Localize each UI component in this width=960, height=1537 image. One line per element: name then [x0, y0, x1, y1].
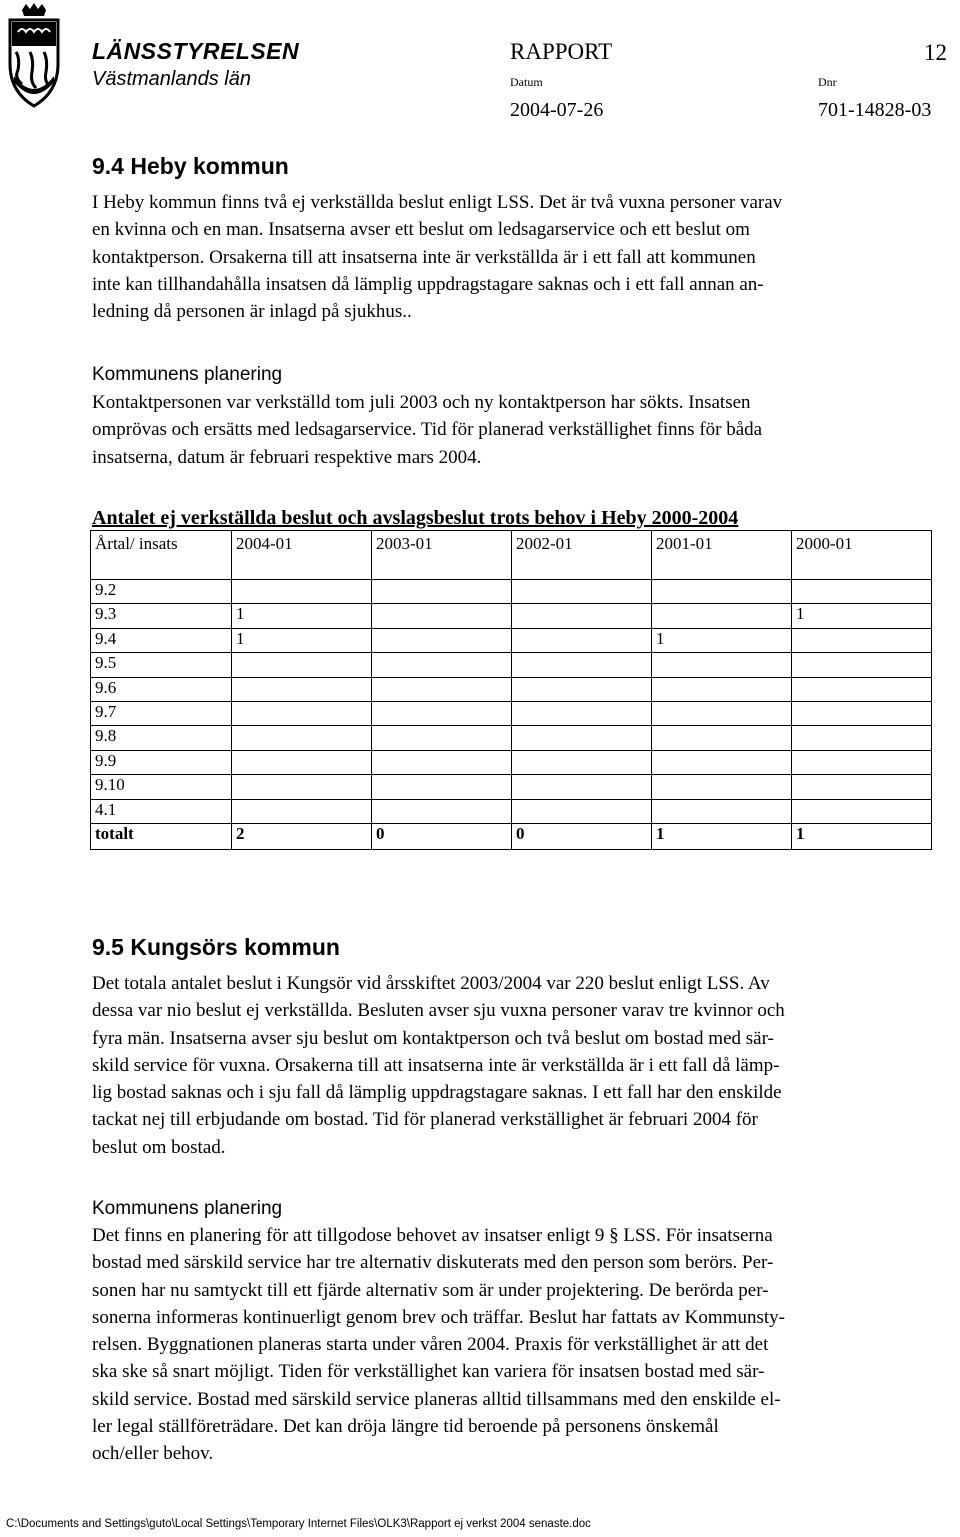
text-line: och/eller behov.: [92, 1443, 214, 1465]
table-cell: [372, 775, 512, 799]
table-cell: [652, 677, 792, 701]
table-cell: [512, 799, 652, 823]
table-cell: [512, 677, 652, 701]
text-line: Det totala antalet beslut i Kungsör vid årsskiftet 2003/2004 var 220 beslut enligt LSS. Av: [92, 973, 770, 994]
row-label: 9.7: [91, 701, 232, 725]
text-line: bostad med särskild service har tre alternativ diskuterats med den person som berörs. Per-: [92, 1252, 774, 1274]
table-cell: [792, 701, 932, 725]
column-header: 2004-01: [232, 531, 372, 580]
table-cell: [232, 726, 372, 750]
section-heading-kungsor: 9.5 Kungsörs kommun: [92, 934, 340, 960]
table-cell: [792, 628, 932, 652]
table-cell: [512, 628, 652, 652]
table-cell: [232, 799, 372, 823]
table-cell: [652, 750, 792, 774]
table-cell: [792, 677, 932, 701]
text-line: relsen. Byggnationen planeras starta under våren 2004. Praxis för verkställighet är att det: [92, 1334, 769, 1356]
table-cell: [232, 775, 372, 799]
row-label: 9.10: [91, 775, 232, 799]
table-cell: [652, 604, 792, 628]
row-label: 9.5: [91, 653, 232, 677]
text-line: skild service för vuxna. Orsakerna till att insatserna inte är verkställda är i ett fall då lämp-: [92, 1054, 780, 1076]
table-cell: [652, 726, 792, 750]
table-cell: [512, 750, 652, 774]
heby-paragraph: [92, 189, 952, 325]
text-line: skild service. Bostad med särskild service planeras alltid tillsammans med den enskilde el-: [92, 1388, 781, 1410]
table-row: [91, 726, 932, 750]
table-cell: [232, 677, 372, 701]
text-line: en kvinna och en man. Insatserna avser ett beslut om ledsagarservice och ett beslut om: [92, 219, 750, 241]
table-cell: [792, 750, 932, 774]
text-line: fyra män. Insatserna avser sju beslut om kontaktperson och två beslut om bostad med sär-: [92, 1027, 774, 1049]
report-type: RAPPORT: [510, 39, 613, 64]
table-cell: [372, 750, 512, 774]
table-cell: [792, 580, 932, 604]
table-cell: [512, 775, 652, 799]
table-cell: [792, 799, 932, 823]
table-cell: [512, 580, 652, 604]
table-corner-header: Årtal/ insats: [91, 531, 232, 580]
heby-planning-heading: Kommunens planering: [92, 364, 283, 385]
table-cell: [372, 653, 512, 677]
text-line: I Heby kommun finns två ej verkställda beslut enligt LSS. Det är två vuxna personer varav: [92, 192, 783, 213]
row-label: 9.9: [91, 750, 232, 774]
table-cell: [512, 604, 652, 628]
total-cell: 1: [652, 823, 792, 849]
table-title: Antalet ej verkställda beslut och avslagsbeslut trots behov i Heby 2000-2004: [92, 507, 739, 529]
table-row: [91, 653, 932, 677]
total-cell: 0: [372, 823, 512, 849]
table-row: [91, 604, 932, 628]
text-line: Det finns en planering för att tillgodose behovet av insatser enligt 9 § LSS. För insatserna: [92, 1225, 773, 1246]
page-number: 12: [924, 40, 947, 65]
text-line: Kontaktpersonen var verkställd tom juli 2003 och ny kontaktperson har sökts. Insatsen: [92, 392, 751, 413]
row-label: 9.8: [91, 726, 232, 750]
section-heading-heby: 9.4 Heby kommun: [92, 153, 289, 179]
county-name: Västmanlands län: [92, 68, 251, 90]
table-cell: 1: [232, 604, 372, 628]
dnr-number: 701-14828-03: [818, 99, 932, 121]
column-header: 2001-01: [652, 531, 792, 580]
table-row: [91, 628, 932, 652]
total-label: totalt: [91, 823, 232, 849]
table-cell: [512, 726, 652, 750]
text-line: ledning då personen är inlagd på sjukhus..: [92, 301, 412, 323]
column-header: 2003-01: [372, 531, 512, 580]
table-row: [91, 750, 932, 774]
table-cell: 1: [792, 604, 932, 628]
table-row: [91, 580, 932, 604]
report-date: 2004-07-26: [510, 99, 604, 121]
table-cell: [652, 701, 792, 725]
text-line: inte kan tillhandahålla insatsen då lämplig uppdragstagare saknas och i ett fall annan an-: [92, 273, 764, 295]
text-line: ska ske så snart möjligt. Tiden för verkställighet kan variera för insatsen bostad med sär-: [92, 1361, 765, 1383]
text-line: insatserna, datum är februari respektive mars 2004.: [92, 446, 482, 468]
text-line: sonerna informeras kontinuerligt genom brev och träffar. Beslut har fattats av Kommunsty-: [92, 1306, 785, 1328]
file-path-footer: C:\Documents and Settings\guto\Local Settings\Temporary Internet Files\OLK3\Rapport ej verkst 2004 senaste.doc: [6, 1518, 591, 1530]
kungsor-planning-heading: Kommunens planering: [92, 1198, 283, 1219]
table-cell: [232, 580, 372, 604]
table-cell: [372, 799, 512, 823]
table-cell: [372, 701, 512, 725]
heby-planning-paragraph: [92, 389, 952, 471]
table-cell: [372, 726, 512, 750]
table-cell: [372, 628, 512, 652]
row-label: 9.2: [91, 580, 232, 604]
organization-name: LÄNSSTYRELSEN: [92, 38, 300, 64]
heby-decisions-table: [90, 530, 932, 850]
total-cell: 0: [512, 823, 652, 849]
column-header: 2002-01: [512, 531, 652, 580]
text-line: kontaktperson. Orsakerna till att insatserna inte är verkställda är i ett fall att kommunen: [92, 246, 756, 268]
total-cell: 2: [232, 823, 372, 849]
table-row: [91, 677, 932, 701]
kungsor-planning-paragraph: [92, 1222, 952, 1468]
table-cell: [652, 799, 792, 823]
text-line: tackat nej till erbjudande om bostad. Tid för planerad verkställighet är februari 2004 för: [92, 1109, 758, 1131]
table-cell: [372, 677, 512, 701]
table-row: [91, 701, 932, 725]
column-header: 2000-01: [792, 531, 932, 580]
text-line: sonen har nu samtyckt till ett fjärde alternativ som är under projektering. De berörda per-: [92, 1279, 769, 1301]
text-line: beslut om bostad.: [92, 1136, 226, 1158]
table-cell: 1: [232, 628, 372, 652]
table-cell: [792, 726, 932, 750]
county-coat-of-arms-logo: [4, 2, 64, 110]
text-line: dessa var nio beslut ej verkställda. Besluten avser sju vuxna personer varav tre kvinnor och: [92, 1000, 785, 1022]
table-total-row: [91, 823, 932, 849]
table-cell: [232, 653, 372, 677]
table-cell: [232, 750, 372, 774]
text-line: lig bostad saknas och i sju fall då lämplig uppdragstagare saknas. I ett fall har den enskilde: [92, 1082, 782, 1104]
table-cell: [512, 701, 652, 725]
table-cell: [372, 604, 512, 628]
text-line: ler legal ställföreträdare. Det kan dröja längre tid beroende på personens önskemål: [92, 1416, 719, 1438]
row-label: 9.6: [91, 677, 232, 701]
table-cell: [652, 580, 792, 604]
kungsor-paragraph: [92, 970, 952, 1161]
table-header-row: [91, 531, 932, 580]
table-cell: [652, 653, 792, 677]
table-row: [91, 799, 932, 823]
date-label: Datum: [510, 75, 543, 89]
row-label: 4.1: [91, 799, 232, 823]
table-cell: [792, 775, 932, 799]
row-label: 9.4: [91, 628, 232, 652]
row-label: 9.3: [91, 604, 232, 628]
table-cell: [232, 701, 372, 725]
table-row: [91, 775, 932, 799]
table-cell: 1: [652, 628, 792, 652]
table-cell: [512, 653, 652, 677]
dnr-label: Dnr: [818, 75, 837, 89]
table-cell: [792, 653, 932, 677]
total-cell: 1: [792, 823, 932, 849]
table-cell: [652, 775, 792, 799]
table-cell: [372, 580, 512, 604]
text-line: omprövas och ersätts med ledsagarservice. Tid för planerad verkställighet finns för båda: [92, 419, 763, 441]
